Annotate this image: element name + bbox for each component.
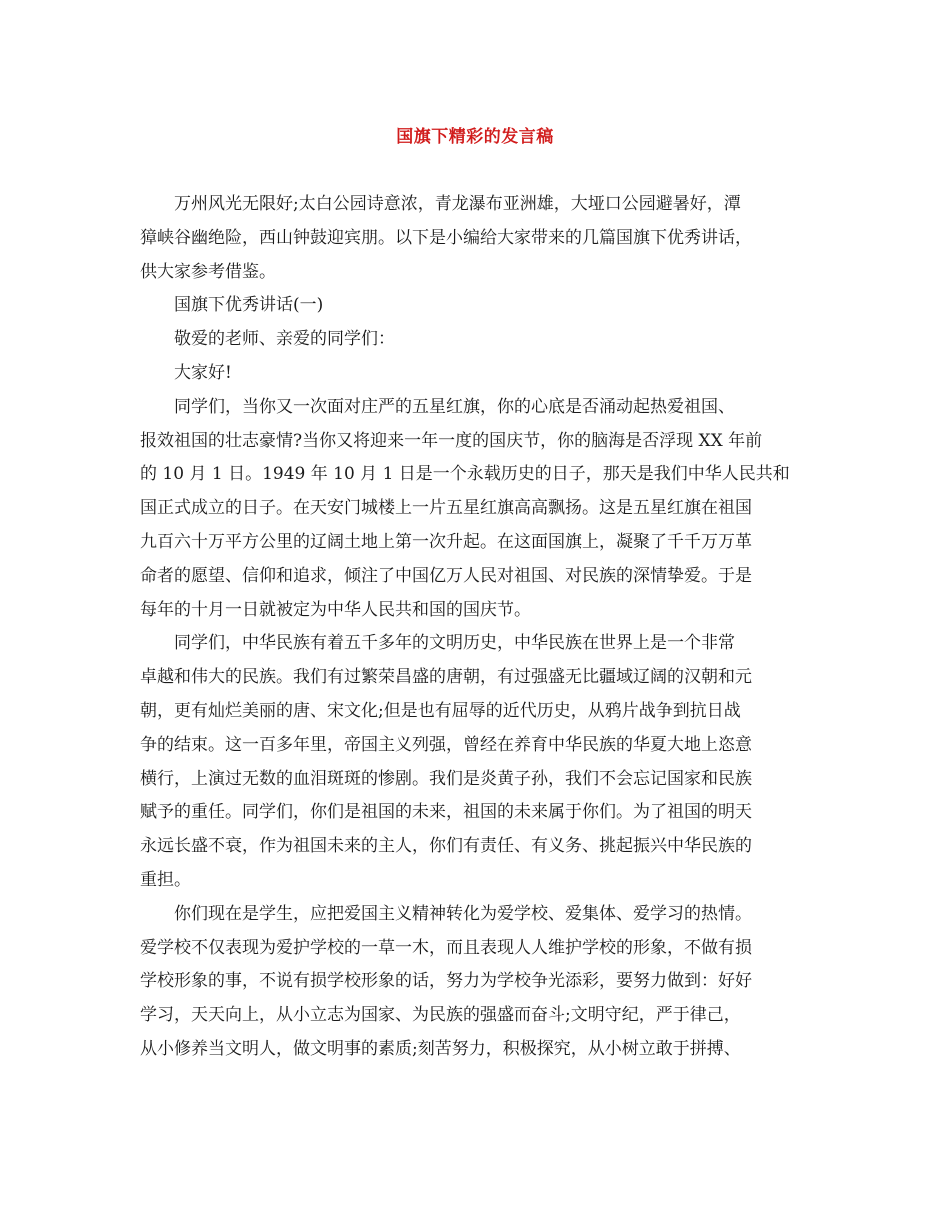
text-line: 同学们，当你又一次面对庄严的五星红旗，你的心底是否涌动起热爱祖国、 [174,396,735,417]
text-line: 你们现在是学生，应把爱国主义精神转化为爱学校、爱集体、爱学习的热情。 [174,903,752,924]
text-line: 学校形象的事，不说有损学校形象的话，努力为学校争光添彩，要努力做到：好好 [140,971,752,992]
text-line: 学习，天天向上，从小立志为国家、为民族的强盛而奋斗;文明守纪，严于律己， [140,1005,741,1026]
text-line: 国旗下优秀讲话(一) [174,295,324,316]
text-line: 獐峡谷幽绝险，西山钟鼓迎宾朋。以下是小编给大家带来的几篇国旗下优秀讲话， [140,227,752,248]
text-line: 同学们，中华民族有着五千多年的文明历史，中华民族在世界上是一个非常 [174,633,735,654]
text-line: 万州风光无限好;太白公园诗意浓，青龙瀑布亚洲雄，大垭口公园避暑好，潭 [174,194,741,214]
text-line: 重担。 [140,869,191,890]
text-line: 从小修养当文明人，做文明事的素质;刻苦努力，积极探究，从小树立敢于拼搏、 [140,1038,741,1059]
text-line: 爱学校不仅表现为爱护学校的一草一木，而且表现人人维护学校的形象，不做有损 [140,937,752,958]
text-line: 朝，更有灿烂美丽的唐、宋文化;但是也有屈辱的近代历史，从鸦片战争到抗日战 [140,700,741,721]
document-title: 国旗下精彩的发言稿 [396,127,554,147]
text-line: 每年的十月一日就被定为中华人民共和国的国庆节。 [140,599,531,620]
text-line: 供大家参考借鉴。 [140,261,276,282]
text-line: 卓越和伟大的民族。我们有过繁荣昌盛的唐朝，有过强盛无比疆域辽阔的汉朝和元 [140,667,752,688]
text-line: 赋予的重任。同学们，你们是祖国的未来，祖国的未来属于你们。为了祖国的明天 [140,802,752,823]
text-line: 九百六十万平方公里的辽阔土地上第一次升起。在这面国旗上，凝聚了千千万万革 [140,531,752,552]
text-line: 大家好! [174,362,232,383]
text-line: 横行，上演过无数的血泪斑斑的惨剧。我们是炎黄子孙，我们不会忘记国家和民族 [140,768,752,789]
text-line: 国正式成立的日子。在天安门城楼上一片五星红旗高高飘扬。这是五星红旗在祖国 [140,498,752,519]
text-line: 争的结束。这一百多年里，帝国主义列强，曾经在养育中华民族的华夏大地上恣意 [140,734,752,755]
text-line: 的 10 月 1 日。1949 年 10 月 1 日是一个永载历史的日子，那天是我们中华人民共和 [140,464,790,485]
text-line: 敬爱的老师、亲爱的同学们： [174,329,395,350]
document-body [140,188,812,1067]
text-line: 报效祖国的壮志豪情?当你又将迎来一年一度的国庆节，你的脑海是否浮现 XX 年前 [140,430,763,451]
text-line: 永远长盛不衰，作为祖国未来的主人，你们有责任、有义务、挑起振兴中华民族的 [140,836,752,857]
text-line: 命者的愿望、信仰和追求，倾注了中国亿万人民对祖国、对民族的深情挚爱。于是 [140,565,752,586]
